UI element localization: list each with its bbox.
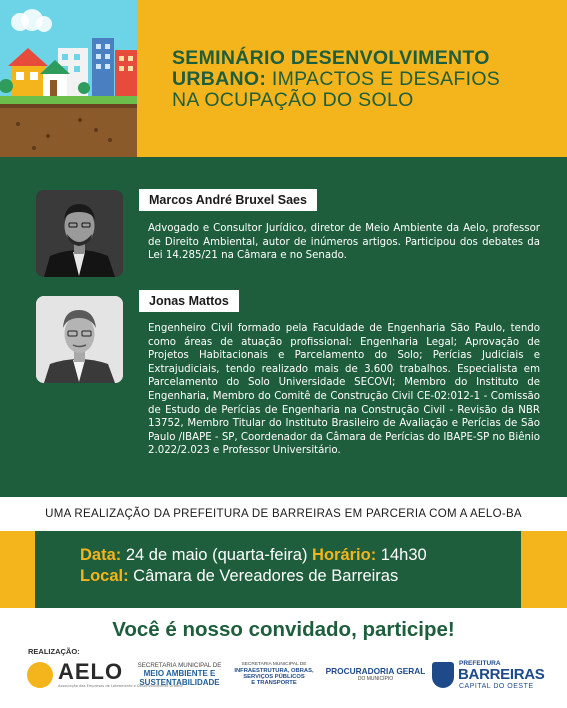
event-info-box (35, 531, 521, 608)
infra-line-1: SECRETARIA MUNICIPAL DE (241, 662, 307, 667)
city-illustration-svg (0, 0, 137, 157)
proc-line-1: PROCURADORIA GERAL (325, 666, 426, 676)
header-banner (0, 0, 567, 157)
speaker-photo-2 (36, 296, 123, 383)
partnership-statement: UMA REALIZAÇÃO DA PREFEITURA DE BARREIRAS EM PARCERIA COM A AELO-BA (0, 497, 567, 531)
meio-line-2: MEIO AMBIENTE E (143, 669, 216, 678)
speaker-name-1: Marcos André Bruxel Saes (139, 189, 317, 211)
date-label: Data: (80, 546, 122, 564)
location-line (80, 566, 521, 587)
aelo-mark-icon (27, 662, 53, 688)
speaker-name-2: Jonas Mattos (139, 290, 239, 312)
aelo-subtitle: Associação das Empresas de Loteamento e Desenvolvimento Urbano (58, 684, 183, 688)
speaker-portrait-2 (36, 296, 123, 383)
date-time-line (80, 545, 521, 566)
date-value: 24 de maio (quarta-feira) (121, 546, 313, 564)
barreiras-line-1: PREFEITURA (459, 660, 501, 667)
local-value: Câmara de Vereadores de Barreiras (128, 566, 399, 585)
title-line-2 (172, 69, 557, 90)
meio-ambiente-logo (132, 662, 227, 687)
meio-line-3: SUSTENTABILIDADE (139, 678, 220, 687)
infra-line-4: E TRANSPORTE (251, 680, 297, 687)
title-line-3: NA OCUPAÇÃO DO SOLO (172, 89, 414, 111)
aelo-name: AELO (58, 659, 124, 684)
infra-line-2: INFRAESTRUTURA, OBRAS, (234, 667, 314, 674)
title-line-1: SEMINÁRIO DESENVOLVIMENTO (172, 47, 490, 69)
speakers-section (0, 157, 567, 497)
meio-line-1: SECRETARIA MUNICIPAL DE (137, 662, 222, 669)
proc-line-2: DO MUNICÍPIO (357, 676, 394, 682)
speaker-portrait-1 (36, 190, 123, 277)
title-line-2-bold: URBANO: (172, 68, 267, 90)
prefeitura-barreiras-logo (432, 660, 547, 692)
title-line-2-normal: IMPACTOS E DESAFIOS (266, 68, 501, 90)
invite-text: Você é nosso convidado, participe! (112, 618, 455, 641)
speaker-bio-1: Advogado e Consultor Jurídico, diretor de Meio Ambiente da Aelo, professor de Direito Ambiental, autor de inúmeros artigos. Participou dos debates da Lei 14.285/21 na Câmara e no Senado. (148, 223, 540, 262)
speaker-bio-2: Engenheiro Civil formado pela Faculdade de Engenharia São Paulo, tendo como áreas de atuação profissional: Engenharia Legal; Aprovação de Projetos Habitacionais e Parcelamento do Solo; Perícias Judiciais e Extrajudiciais, tendo realizado mais de 3.600 trabalhos. Especialista em Parcelamento do Solo Universidade SECOVI; Membro do Instituto de Engenharia, Membro do Comitê de Construção Civil CE-02:012-1 - Comissão de Estudo de Perícias de Engenharia na Construção Civil - Revisão da NBR 13752, Membro Titular do Instituto Brasileiro de Avaliação e Perícias de São Paulo /IBAPE - SP, Coordenador da Câmara de Perícias do IBAPE-SP no Biênio 2.022/2.023 e Professor Universitário. (148, 323, 540, 457)
time-label: Horário: (312, 546, 377, 564)
barreiras-line-2: BARREIRAS (458, 666, 545, 683)
barreiras-line-3: CAPITAL DO OESTE (459, 683, 534, 690)
coat-of-arms-icon (432, 662, 454, 688)
city-illustration (0, 0, 137, 157)
procuradoria-logo (323, 667, 428, 682)
infra-line-3: SERVIÇOS PÚBLICOS (243, 674, 305, 680)
seminar-title (172, 48, 557, 111)
speaker-photo-1 (36, 190, 123, 277)
infraestrutura-logo (230, 662, 318, 687)
footer-realizacao-label: REALIZAÇÃO: (28, 647, 80, 656)
local-label: Local: (80, 566, 129, 585)
time-value: 14h30 (376, 546, 427, 564)
event-info-band (0, 531, 567, 608)
